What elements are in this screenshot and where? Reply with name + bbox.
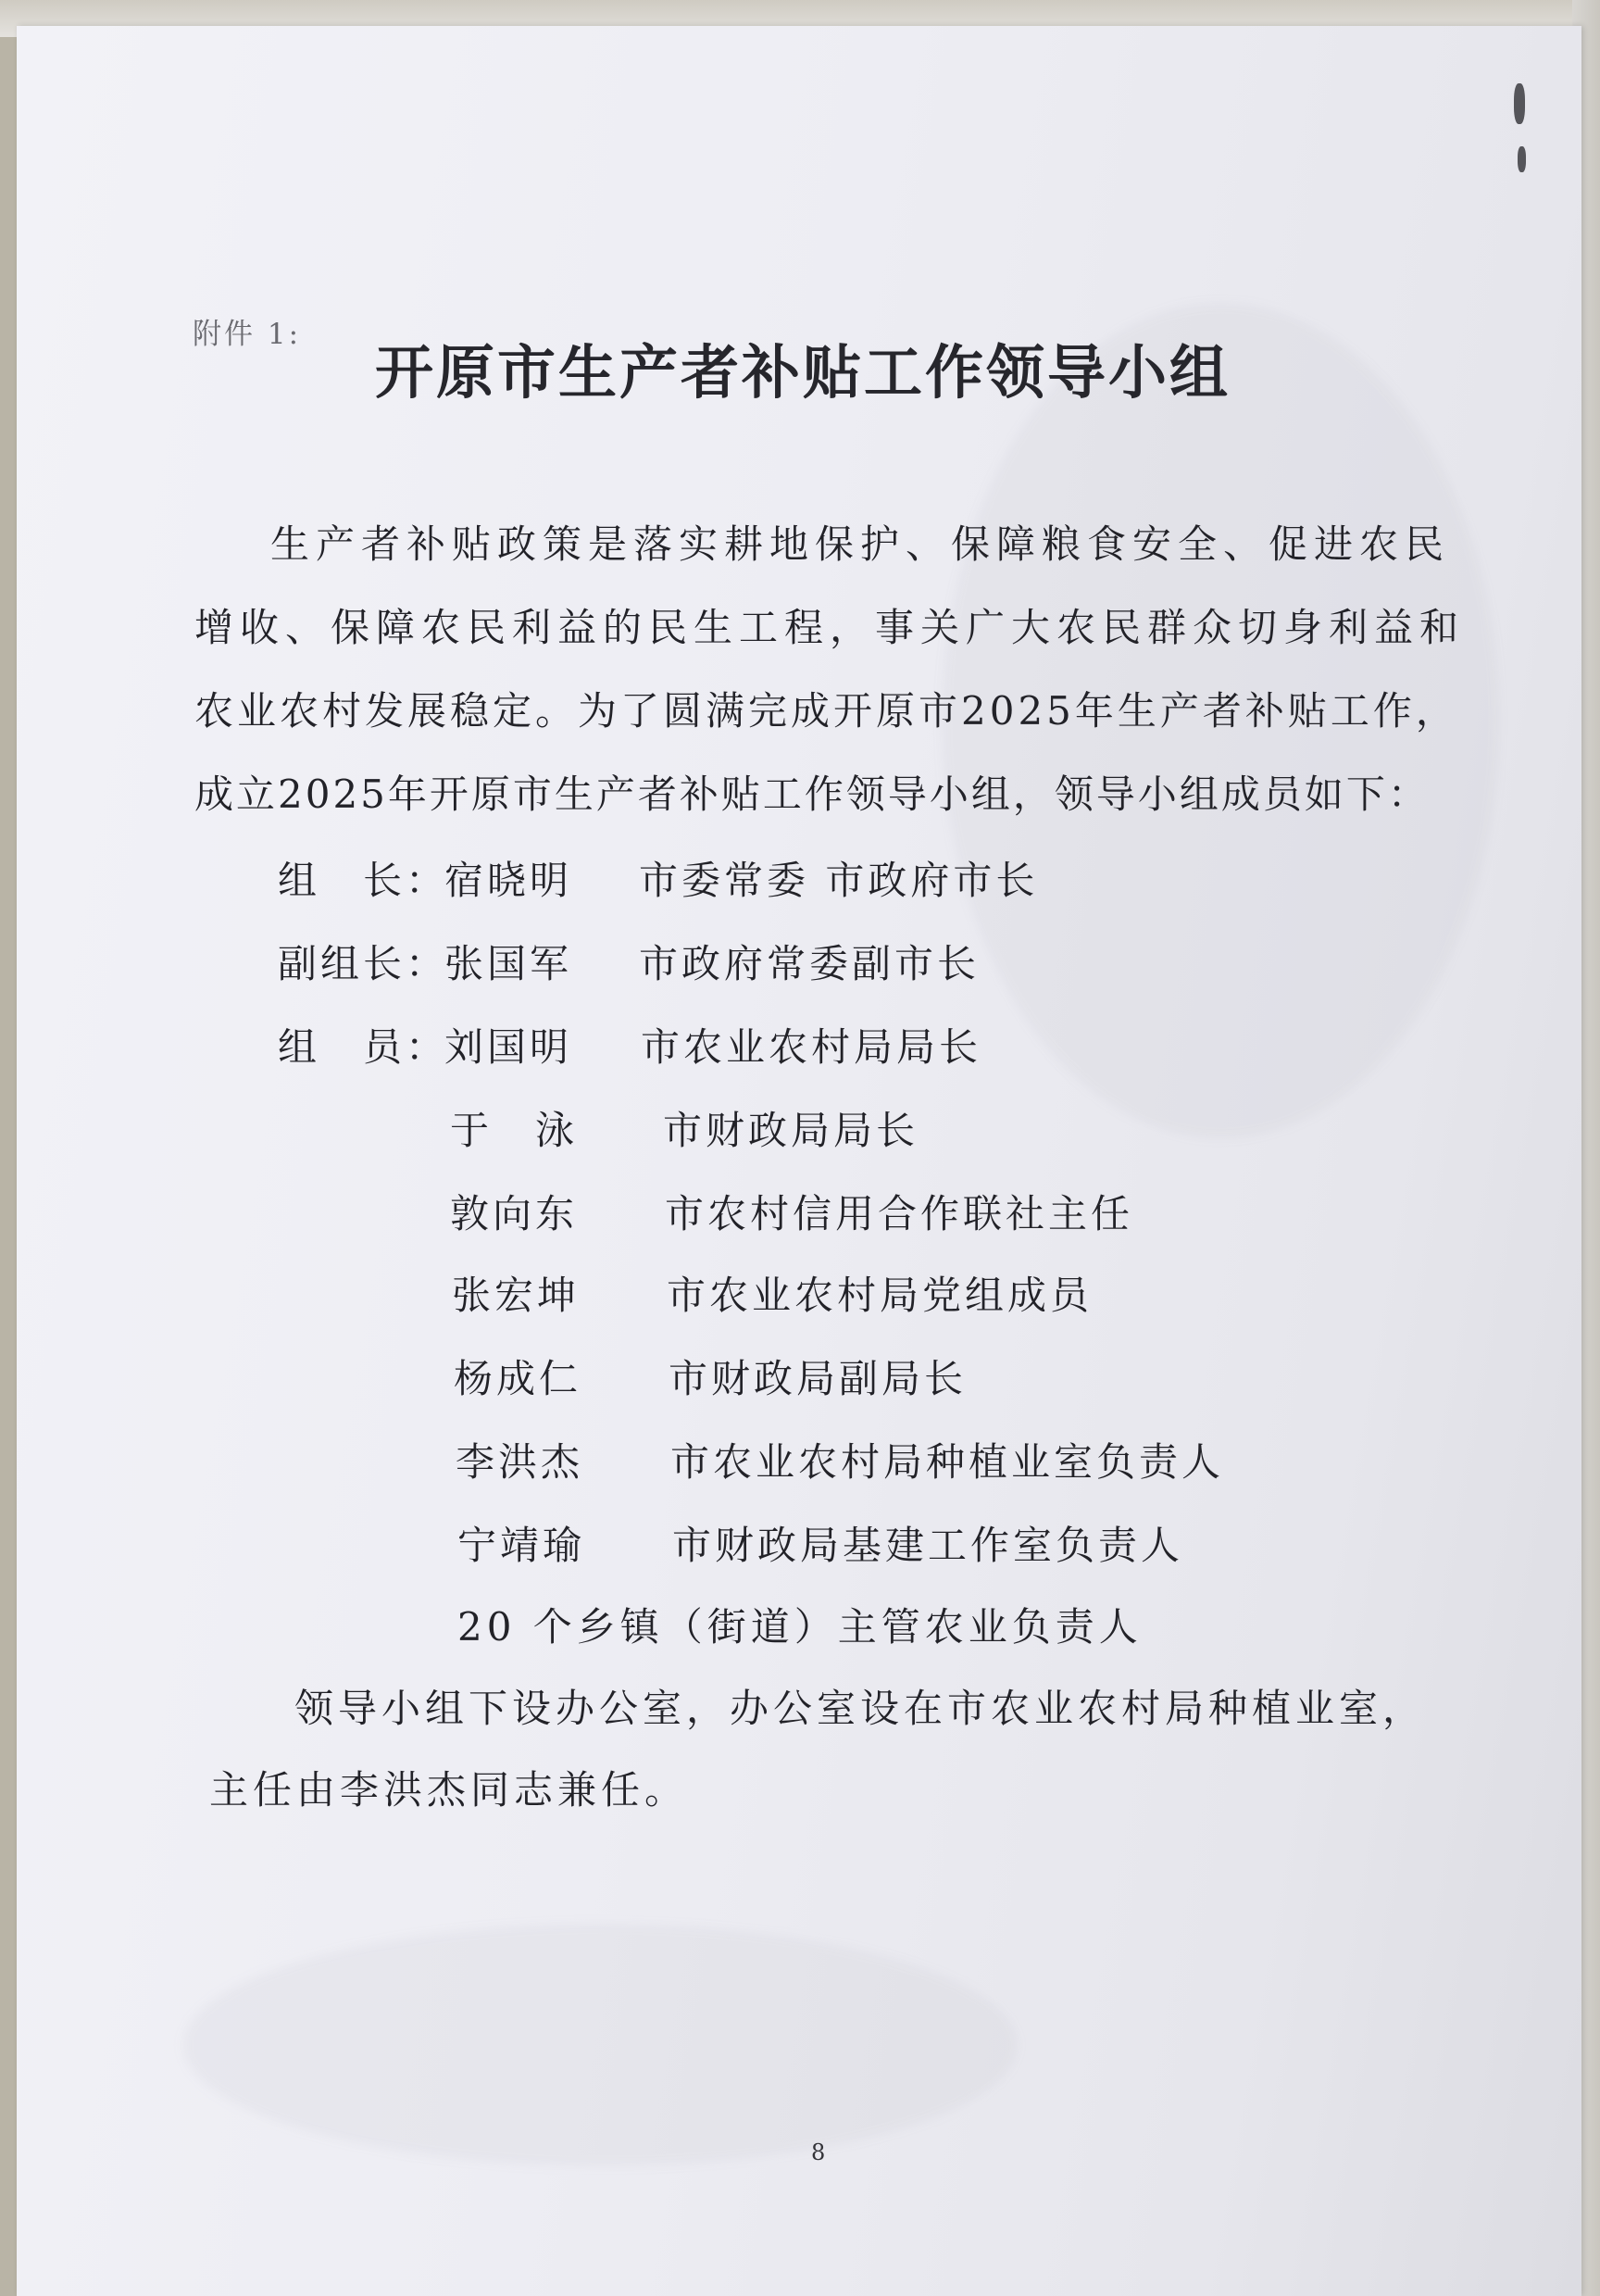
member-role: 副组长：	[278, 941, 449, 986]
member-name: 李洪杰	[456, 1439, 584, 1485]
office-line-1: 领导小组下设办公室，办公室设在市农业农村局种植业室，	[294, 1686, 1427, 1731]
intro-line-1: 生产者补贴政策是落实耕地保护、保障粮食安全、促进农民	[270, 521, 1451, 567]
member-position: 市农业农村局党组成员	[667, 1273, 1094, 1318]
member-name: 杨成仁	[454, 1356, 582, 1401]
edge-mark	[1518, 146, 1526, 172]
edge-mark	[1514, 83, 1525, 124]
member-position: 市财政局副局长	[669, 1356, 968, 1401]
member-name: 张国军	[444, 941, 573, 986]
intro-line-4: 成立2025年开原市生产者补贴工作领导小组，领导小组成员如下：	[194, 772, 1430, 817]
page-number: 8	[811, 2139, 826, 2165]
member-position: 市政府常委副市长	[639, 941, 981, 986]
document-title: 开原市生产者补贴工作领导小组	[375, 338, 1231, 407]
member-position: 市委常委 市政府市长	[639, 858, 1039, 903]
intro-line-2: 增收、保障农民利益的民生工程，事关广大农民群众切身利益和	[194, 605, 1466, 650]
paper-shadow	[183, 1925, 1017, 2165]
member-position: 市农村信用合作联社主任	[665, 1191, 1134, 1236]
member-position: 市财政局局长	[663, 1108, 919, 1153]
member-role: 组 长：	[278, 858, 449, 903]
member-name: 刘国明	[444, 1024, 573, 1070]
member-name: 宁靖瑜	[457, 1523, 586, 1568]
member-name: 于 泳	[450, 1108, 579, 1153]
member-position: 市农业农村局局长	[641, 1024, 982, 1070]
member-name: 宿晓明	[444, 858, 573, 903]
member-role: 组 员：	[278, 1024, 449, 1070]
member-position: 市财政局基建工作室负责人	[672, 1523, 1184, 1568]
intro-line-3: 农业农村发展稳定。为了圆满完成开原市2025年生产者补贴工作，	[194, 688, 1458, 734]
member-name: 敦向东	[450, 1191, 579, 1236]
extra-member-line: 20 个乡镇（街道）主管农业负责人	[457, 1604, 1143, 1650]
attachment-label: 附件 1:	[193, 318, 302, 351]
office-line-2: 主任由李洪杰同志兼任。	[209, 1767, 689, 1813]
member-position: 市农业农村局种植业室负责人	[670, 1439, 1225, 1485]
member-name: 张宏坤	[452, 1273, 581, 1318]
